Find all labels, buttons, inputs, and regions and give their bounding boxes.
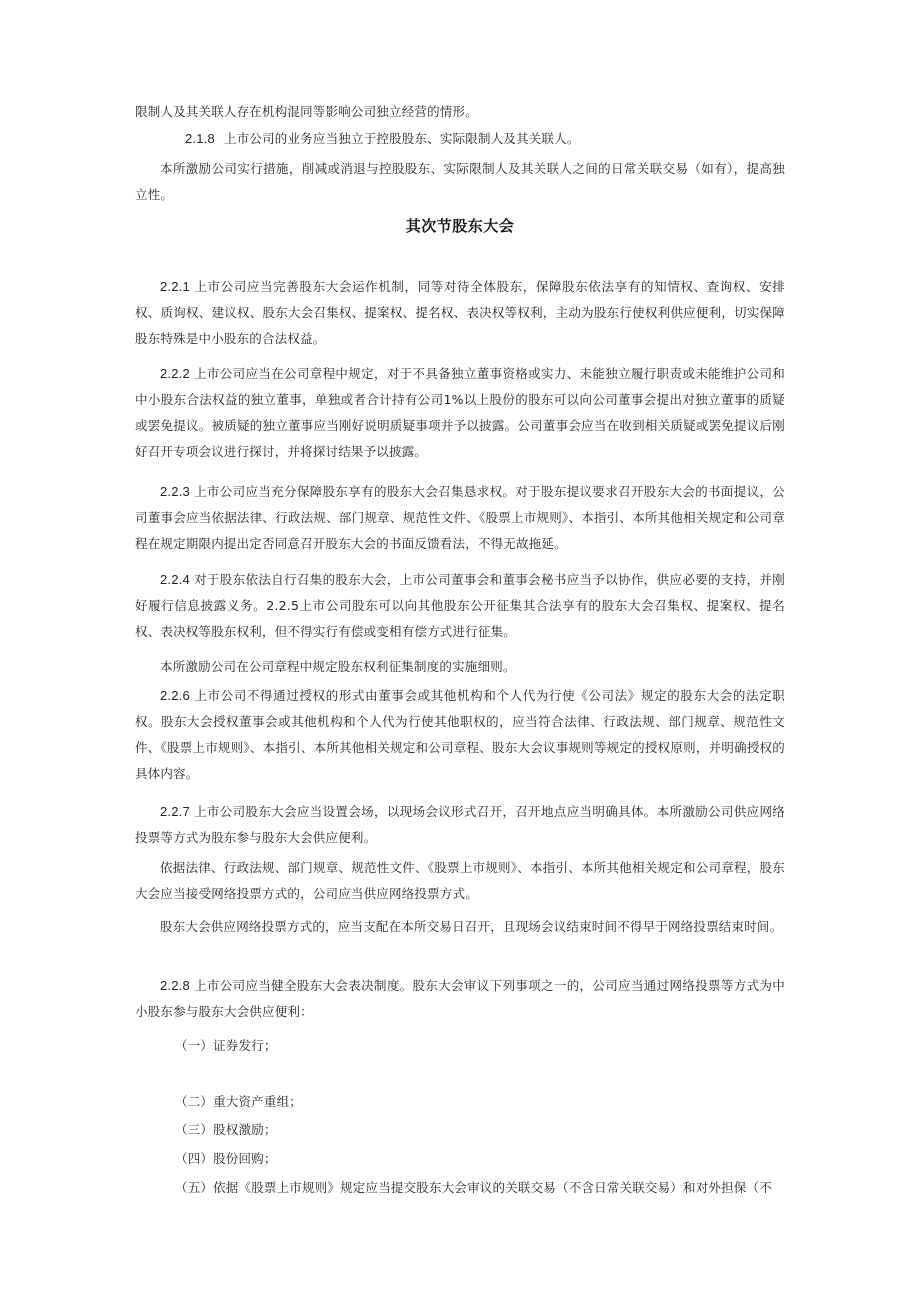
clause-number: 2.2.8 xyxy=(160,978,190,993)
paragraph-encourage-independence: 本所激励公司实行措施，削减或消退与控股股东、实际限制人及其关联人之间的日常关联交易（如有），提高独立性。 xyxy=(135,161,785,202)
clause-number: 2.2.7 xyxy=(160,804,190,819)
clause-number: 2.2.1 xyxy=(160,279,190,294)
clause-2-2-6: 2.2.6 上市公司不得通过授权的形式由董事会或其他机构和个人代为行使《公司法》规定的股东大会的法定职权。股东大会授权董事会或其他机构和个人代为行使其他职权的，应当符合法律、行政法规、部门规章、规范性文件、《股票上市规则》、本指引、本所其他相关规定和公司章程、股东大会议事规则等规定的授权原则，并明确授权的具体内容。 xyxy=(135,688,785,781)
list-item-1: （一）证券发行； xyxy=(175,1038,277,1053)
section-heading: 其次节股东大会 xyxy=(405,217,515,235)
clause-2-2-3: 2.2.3 上市公司应当充分保障股东享有的股东大会召集恳求权。对于股东提议要求召开股东大会的书面提议，公司董事会应当依据法律、行政法规、部门规章、规范性文件、《股票上市规则》、本指引、本所其他相关规定和公司章程在规定期限内提出定否同意召开股东大会的书面反馈看法，不得无故拖延。 xyxy=(135,484,785,551)
clause-number: 2.2.6 xyxy=(160,688,190,703)
clause-number: 2.2.4 xyxy=(160,572,190,587)
clause-2-1-8: 2.1.8 上市公司的业务应当独立于控股股东、实际限制人及其关联人。 xyxy=(135,126,785,152)
paragraph-network-voting: 依据法律、行政法规、部门规章、规范性文件、《股票上市规则》、本指引、本所其他相关规定和公司章程，股东大会应当接受网络投票方式的，公司应当供应网络投票方式。 xyxy=(135,860,785,901)
clause-2-2-2: 2.2.2 上市公司应当在公司章程中规定，对于不具备独立董事资格或实力、未能独立履行职责或未能维护公司和中小股东合法权益的独立董事，单独或者合计持有公司1%以上股份的股东可以向公司董事会提出对独立董事的质疑或罢免提议。被质疑的独立董事应当刚好说明质疑事项并予以披露。公司董事会应当在收到相关质疑或罢免提议后刚好召开专项会议进行探讨，并将探讨结果予以披露。 xyxy=(135,366,785,459)
paragraph-continuation: 限制人及其关联人存在机构混同等影响公司独立经营的情形。 xyxy=(135,104,478,119)
clause-2-2-7: 2.2.7 上市公司股东大会应当设置会场，以现场会议形式召开，召开地点应当明确具体。本所激励公司供应网络投票等方式为股东参与股东大会供应便利。 xyxy=(135,804,785,845)
clause-number: 2.1.8 xyxy=(185,131,215,146)
list-item-3: （三）股权激励； xyxy=(175,1122,277,1137)
clause-number: 2.2.2 xyxy=(160,366,190,381)
list-item-5: （五）依据《股票上市规则》规定应当提交股东大会审议的关联交易（不含日常关联交易）和对外担保（不 xyxy=(175,1180,772,1195)
paragraph-rights-solicitation: 本所激励公司在公司章程中规定股东权利征集制度的实施细则。 xyxy=(160,659,516,674)
clause-2-2-4: 2.2.4 对于股东依法自行召集的股东大会，上市公司董事会和董事会秘书应当予以协作，供应必要的支持，并刚好履行信息披露义务。2.2.5上市公司股东可以向其他股东公开征集其合法享有的股东大会召集权、提案权、提名权、表决权等股东权利，但不得实行有偿或变相有偿方式进行征集。 xyxy=(135,572,785,639)
list-item-4: （四）股份回购； xyxy=(175,1151,277,1166)
clause-2-2-8: 2.2.8 上市公司应当健全股东大会表决制度。股东大会审议下列事项之一的，公司应当通过网络投票等方式为中小股东参与股东大会供应便利： xyxy=(135,978,785,1019)
clause-number: 2.2.3 xyxy=(160,484,190,499)
list-item-2: （二）重大资产重组； xyxy=(175,1094,303,1109)
clause-2-2-1: 2.2.1 上市公司应当完善股东大会运作机制，同等对待全体股东，保障股东依法享有的知情权、查询权、安排权、质询权、建议权、股东大会召集权、提案权、提名权、表决权等权利，主动为股东行使权利供应便利，切实保障股东特殊是中小股东的合法权益。 xyxy=(135,279,785,346)
paragraph-trading-day: 股东大会供应网络投票方式的，应当支配在本所交易日召开，且现场会议结束时间不得早于网络投票结束时间。 xyxy=(160,919,783,934)
